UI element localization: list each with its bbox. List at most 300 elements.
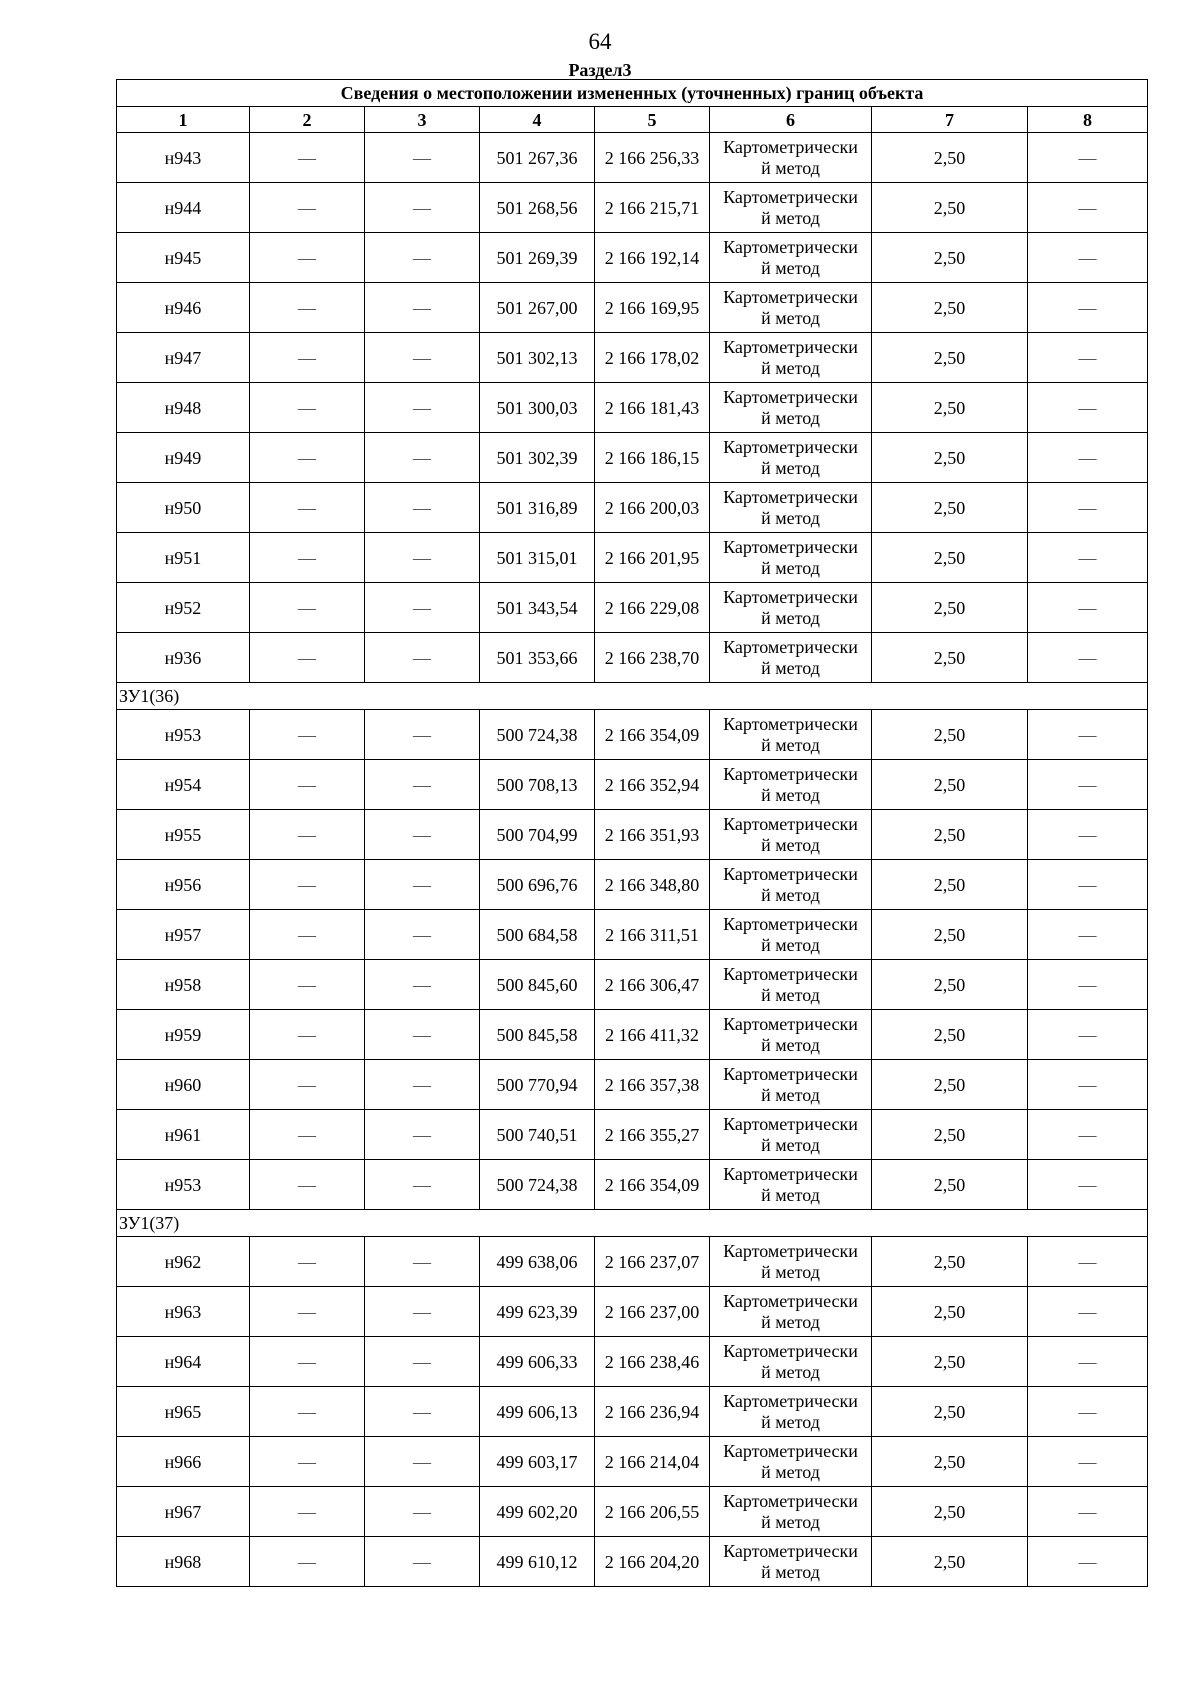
- coord-y: 2 166 169,95: [595, 283, 710, 333]
- dash-cell: —: [250, 1110, 365, 1160]
- dash-cell: —: [365, 710, 480, 760]
- method-cell: [710, 633, 872, 683]
- method-cell: [710, 760, 872, 810]
- accuracy: 2,50: [872, 1387, 1028, 1437]
- accuracy: 2,50: [872, 1010, 1028, 1060]
- method-line-2: й метод: [761, 784, 820, 805]
- accuracy: 2,50: [872, 1487, 1028, 1537]
- coord-y: 2 166 354,09: [595, 710, 710, 760]
- method-line-2: й метод: [761, 1184, 820, 1205]
- dash-cell: —: [365, 333, 480, 383]
- method-line-2: й метод: [761, 884, 820, 905]
- table-row: [117, 483, 1148, 533]
- method-cell: [710, 1487, 872, 1537]
- accuracy: 2,50: [872, 1337, 1028, 1387]
- dash-cell: —: [250, 1387, 365, 1437]
- method-line-2: й метод: [761, 207, 820, 228]
- method-line-2: й метод: [761, 1561, 820, 1582]
- accuracy: 2,50: [872, 1110, 1028, 1160]
- method-line-2: й метод: [761, 307, 820, 328]
- dash-cell: —: [365, 283, 480, 333]
- method-cell: [710, 710, 872, 760]
- method-line-1: Картометрически: [723, 813, 858, 834]
- method-line-1: Картометрически: [723, 763, 858, 784]
- coord-y: 2 166 352,94: [595, 760, 710, 810]
- table-row: [117, 233, 1148, 283]
- dash-cell: —: [365, 1287, 480, 1337]
- dash-cell: —: [365, 1110, 480, 1160]
- method-cell: [710, 810, 872, 860]
- dash-cell: —: [365, 1237, 480, 1287]
- table-row: [117, 1537, 1148, 1587]
- accuracy: 2,50: [872, 860, 1028, 910]
- method-line-1: Картометрически: [723, 1013, 858, 1034]
- coord-y: 2 166 206,55: [595, 1487, 710, 1537]
- point-id: н959: [117, 1010, 250, 1060]
- dash-cell: —: [250, 860, 365, 910]
- dash-cell: —: [365, 433, 480, 483]
- dash-cell: —: [1028, 1287, 1148, 1337]
- dash-cell: —: [365, 1010, 480, 1060]
- page-number: 64: [588, 29, 612, 54]
- dash-cell: —: [250, 1487, 365, 1537]
- dash-cell: —: [365, 1337, 480, 1387]
- accuracy: 2,50: [872, 633, 1028, 683]
- dash-cell: —: [1028, 533, 1148, 583]
- column-header: 6: [710, 107, 872, 133]
- method-line-1: Картометрически: [723, 486, 858, 507]
- table-row: [117, 283, 1148, 333]
- method-line-1: Картометрически: [723, 436, 858, 457]
- dash-cell: —: [365, 633, 480, 683]
- dash-cell: —: [1028, 433, 1148, 483]
- accuracy: 2,50: [872, 1437, 1028, 1487]
- table-row: [117, 760, 1148, 810]
- point-id: н958: [117, 960, 250, 1010]
- accuracy: 2,50: [872, 483, 1028, 533]
- coord-y: 2 166 181,43: [595, 383, 710, 433]
- table-row: [117, 183, 1148, 233]
- coord-x: 501 300,03: [480, 383, 595, 433]
- table-row: [117, 1287, 1148, 1337]
- dash-cell: —: [1028, 1160, 1148, 1210]
- method-line-2: й метод: [761, 257, 820, 278]
- group-row: [117, 683, 1148, 710]
- coord-y: 2 166 351,93: [595, 810, 710, 860]
- method-line-2: й метод: [761, 407, 820, 428]
- accuracy: 2,50: [872, 1060, 1028, 1110]
- coord-y: 2 166 256,33: [595, 133, 710, 183]
- point-id: н956: [117, 860, 250, 910]
- group-label: ЗУ1(37): [117, 1210, 1148, 1237]
- dash-cell: —: [365, 1387, 480, 1437]
- method-line-2: й метод: [761, 1411, 820, 1432]
- method-line-1: Картометрически: [723, 913, 858, 934]
- dash-cell: —: [365, 233, 480, 283]
- method-line-1: Картометрически: [723, 1113, 858, 1134]
- coord-x: 501 315,01: [480, 533, 595, 583]
- table-row: [117, 810, 1148, 860]
- dash-cell: —: [1028, 960, 1148, 1010]
- method-cell: [710, 910, 872, 960]
- point-id: н967: [117, 1487, 250, 1537]
- coord-y: 2 166 215,71: [595, 183, 710, 233]
- coord-x: 500 740,51: [480, 1110, 595, 1160]
- point-id: н961: [117, 1110, 250, 1160]
- method-cell: [710, 333, 872, 383]
- method-cell: [710, 960, 872, 1010]
- coord-x: 501 316,89: [480, 483, 595, 533]
- method-cell: [710, 1060, 872, 1110]
- dash-cell: —: [250, 760, 365, 810]
- point-id: н944: [117, 183, 250, 233]
- dash-cell: —: [250, 1337, 365, 1387]
- method-cell: [710, 1237, 872, 1287]
- dash-cell: —: [250, 233, 365, 283]
- method-cell: [710, 1387, 872, 1437]
- accuracy: 2,50: [872, 1537, 1028, 1587]
- method-cell: [710, 1110, 872, 1160]
- method-line-2: й метод: [761, 1461, 820, 1482]
- method-line-2: й метод: [761, 557, 820, 578]
- coord-y: 2 166 204,20: [595, 1537, 710, 1587]
- dash-cell: —: [250, 533, 365, 583]
- coord-y: 2 166 238,46: [595, 1337, 710, 1387]
- method-line-1: Картометрически: [723, 1340, 858, 1361]
- method-cell: [710, 133, 872, 183]
- method-line-1: Картометрически: [723, 286, 858, 307]
- method-line-1: Картометрически: [723, 1440, 858, 1461]
- point-id: н965: [117, 1387, 250, 1437]
- method-cell: [710, 1537, 872, 1587]
- dash-cell: —: [1028, 910, 1148, 960]
- method-line-2: й метод: [761, 507, 820, 528]
- dash-cell: —: [365, 1437, 480, 1487]
- method-cell: [710, 483, 872, 533]
- method-line-1: Картометрически: [723, 1163, 858, 1184]
- coord-x: 501 353,66: [480, 633, 595, 683]
- table-row: [117, 1387, 1148, 1437]
- dash-cell: —: [365, 960, 480, 1010]
- coord-x: 500 704,99: [480, 810, 595, 860]
- table-row: [117, 960, 1148, 1010]
- method-line-2: й метод: [761, 1134, 820, 1155]
- column-header: 2: [250, 107, 365, 133]
- dash-cell: —: [250, 1060, 365, 1110]
- dash-cell: —: [1028, 1487, 1148, 1537]
- column-header: 3: [365, 107, 480, 133]
- method-line-1: Картометрически: [723, 1240, 858, 1261]
- coord-y: 2 166 186,15: [595, 433, 710, 483]
- accuracy: 2,50: [872, 910, 1028, 960]
- dash-cell: —: [365, 910, 480, 960]
- point-id: н943: [117, 133, 250, 183]
- table-row: [117, 1337, 1148, 1387]
- dash-cell: —: [365, 483, 480, 533]
- method-line-1: Картометрически: [723, 963, 858, 984]
- dash-cell: —: [250, 483, 365, 533]
- accuracy: 2,50: [872, 710, 1028, 760]
- dash-cell: —: [1028, 583, 1148, 633]
- coord-x: 501 302,13: [480, 333, 595, 383]
- table-row: [117, 1010, 1148, 1060]
- column-header: 1: [117, 107, 250, 133]
- table-row: [117, 710, 1148, 760]
- method-line-1: Картометрически: [723, 1490, 858, 1511]
- dash-cell: —: [250, 910, 365, 960]
- coord-y: 2 166 348,80: [595, 860, 710, 910]
- method-line-2: й метод: [761, 157, 820, 178]
- coord-x: 500 684,58: [480, 910, 595, 960]
- method-cell: [710, 1160, 872, 1210]
- dash-cell: —: [1028, 1537, 1148, 1587]
- accuracy: 2,50: [872, 433, 1028, 483]
- coord-x: 501 267,00: [480, 283, 595, 333]
- dash-cell: —: [1028, 383, 1148, 433]
- coord-x: 500 708,13: [480, 760, 595, 810]
- coord-y: 2 166 411,32: [595, 1010, 710, 1060]
- method-line-2: й метод: [761, 1361, 820, 1382]
- accuracy: 2,50: [872, 1287, 1028, 1337]
- point-id: н945: [117, 233, 250, 283]
- coord-x: 501 268,56: [480, 183, 595, 233]
- method-cell: [710, 1337, 872, 1387]
- method-line-2: й метод: [761, 1311, 820, 1332]
- point-id: н960: [117, 1060, 250, 1110]
- point-id: н948: [117, 383, 250, 433]
- table-row: [117, 383, 1148, 433]
- coord-y: 2 166 355,27: [595, 1110, 710, 1160]
- point-id: н949: [117, 433, 250, 483]
- method-cell: [710, 1287, 872, 1337]
- table-title-row: [117, 80, 1148, 107]
- method-line-2: й метод: [761, 1261, 820, 1282]
- dash-cell: —: [1028, 760, 1148, 810]
- accuracy: 2,50: [872, 333, 1028, 383]
- method-line-2: й метод: [761, 1084, 820, 1105]
- coordinates-table: [116, 79, 1148, 1587]
- dash-cell: —: [250, 810, 365, 860]
- dash-cell: —: [250, 1287, 365, 1337]
- method-line-2: й метод: [761, 1511, 820, 1532]
- dash-cell: —: [250, 960, 365, 1010]
- table-title: Сведения о местоположении измененных (уточненных) границ объекта: [117, 80, 1148, 107]
- accuracy: 2,50: [872, 183, 1028, 233]
- coord-y: 2 166 229,08: [595, 583, 710, 633]
- dash-cell: —: [250, 633, 365, 683]
- dash-cell: —: [365, 1160, 480, 1210]
- method-line-2: й метод: [761, 1034, 820, 1055]
- accuracy: 2,50: [872, 810, 1028, 860]
- group-label: ЗУ1(36): [117, 683, 1148, 710]
- method-cell: [710, 1437, 872, 1487]
- method-line-1: Картометрически: [723, 1290, 858, 1311]
- point-id: н964: [117, 1337, 250, 1387]
- method-line-2: й метод: [761, 834, 820, 855]
- point-id: н950: [117, 483, 250, 533]
- coord-y: 2 166 236,94: [595, 1387, 710, 1437]
- dash-cell: —: [1028, 633, 1148, 683]
- accuracy: 2,50: [872, 533, 1028, 583]
- dash-cell: —: [365, 183, 480, 233]
- coord-x: 501 267,36: [480, 133, 595, 183]
- dash-cell: —: [365, 583, 480, 633]
- dash-cell: —: [1028, 810, 1148, 860]
- accuracy: 2,50: [872, 383, 1028, 433]
- method-cell: [710, 533, 872, 583]
- method-line-1: Картометрически: [723, 136, 858, 157]
- dash-cell: —: [1028, 133, 1148, 183]
- dash-cell: —: [1028, 1437, 1148, 1487]
- coord-x: 501 269,39: [480, 233, 595, 283]
- dash-cell: —: [1028, 710, 1148, 760]
- method-line-2: й метод: [761, 657, 820, 678]
- point-id: н946: [117, 283, 250, 333]
- section-label: Раздел3: [568, 60, 632, 80]
- method-line-1: Картометрически: [723, 1063, 858, 1084]
- method-cell: [710, 433, 872, 483]
- method-line-1: Картометрически: [723, 713, 858, 734]
- dash-cell: —: [1028, 860, 1148, 910]
- dash-cell: —: [365, 1487, 480, 1537]
- dash-cell: —: [250, 1237, 365, 1287]
- coord-x: 500 845,60: [480, 960, 595, 1010]
- method-cell: [710, 860, 872, 910]
- coord-x: 499 606,13: [480, 1387, 595, 1437]
- coord-x: 501 343,54: [480, 583, 595, 633]
- dash-cell: —: [1028, 183, 1148, 233]
- accuracy: 2,50: [872, 233, 1028, 283]
- coord-x: 500 770,94: [480, 1060, 595, 1110]
- table-row: [117, 583, 1148, 633]
- coord-x: 500 724,38: [480, 1160, 595, 1210]
- method-cell: [710, 283, 872, 333]
- dash-cell: —: [1028, 1010, 1148, 1060]
- table-row: [117, 1060, 1148, 1110]
- coord-y: 2 166 237,07: [595, 1237, 710, 1287]
- dash-cell: —: [365, 1060, 480, 1110]
- table-row: [117, 433, 1148, 483]
- coord-y: 2 166 201,95: [595, 533, 710, 583]
- column-header: 7: [872, 107, 1028, 133]
- table-row: [117, 1437, 1148, 1487]
- dash-cell: —: [365, 760, 480, 810]
- dash-cell: —: [365, 860, 480, 910]
- table-row: [117, 533, 1148, 583]
- dash-cell: —: [365, 810, 480, 860]
- method-line-1: Картометрически: [723, 336, 858, 357]
- dash-cell: —: [250, 1160, 365, 1210]
- method-cell: [710, 183, 872, 233]
- coord-x: 499 610,12: [480, 1537, 595, 1587]
- method-line-2: й метод: [761, 934, 820, 955]
- point-id: н968: [117, 1537, 250, 1587]
- dash-cell: —: [250, 433, 365, 483]
- dash-cell: —: [1028, 283, 1148, 333]
- dash-cell: —: [250, 710, 365, 760]
- method-line-1: Картометрически: [723, 386, 858, 407]
- method-line-1: Картометрически: [723, 186, 858, 207]
- accuracy: 2,50: [872, 133, 1028, 183]
- accuracy: 2,50: [872, 960, 1028, 1010]
- method-line-2: й метод: [761, 734, 820, 755]
- coord-x: 499 638,06: [480, 1237, 595, 1287]
- method-line-1: Картометрически: [723, 863, 858, 884]
- table-row: [117, 860, 1148, 910]
- coord-y: 2 166 200,03: [595, 483, 710, 533]
- coord-x: 499 623,39: [480, 1287, 595, 1337]
- dash-cell: —: [1028, 233, 1148, 283]
- method-cell: [710, 583, 872, 633]
- dash-cell: —: [1028, 1237, 1148, 1287]
- method-line-1: Картометрически: [723, 586, 858, 607]
- coord-y: 2 166 306,47: [595, 960, 710, 1010]
- method-line-1: Картометрически: [723, 236, 858, 257]
- coord-x: 499 602,20: [480, 1487, 595, 1537]
- point-id: н953: [117, 710, 250, 760]
- dash-cell: —: [1028, 1387, 1148, 1437]
- coord-x: 500 696,76: [480, 860, 595, 910]
- table-row: [117, 1110, 1148, 1160]
- method-cell: [710, 1010, 872, 1060]
- method-line-2: й метод: [761, 607, 820, 628]
- method-line-2: й метод: [761, 984, 820, 1005]
- table-row: [117, 633, 1148, 683]
- column-header: 4: [480, 107, 595, 133]
- dash-cell: —: [1028, 483, 1148, 533]
- coord-y: 2 166 178,02: [595, 333, 710, 383]
- point-id: н951: [117, 533, 250, 583]
- dash-cell: —: [1028, 333, 1148, 383]
- accuracy: 2,50: [872, 1237, 1028, 1287]
- table-row: [117, 1487, 1148, 1537]
- coord-y: 2 166 192,14: [595, 233, 710, 283]
- table-row: [117, 133, 1148, 183]
- dash-cell: —: [1028, 1110, 1148, 1160]
- accuracy: 2,50: [872, 583, 1028, 633]
- table-row: [117, 910, 1148, 960]
- table-row: [117, 1160, 1148, 1210]
- method-cell: [710, 383, 872, 433]
- point-id: н957: [117, 910, 250, 960]
- coord-y: 2 166 311,51: [595, 910, 710, 960]
- dash-cell: —: [365, 1537, 480, 1587]
- coord-y: 2 166 238,70: [595, 633, 710, 683]
- point-id: н947: [117, 333, 250, 383]
- point-id: н936: [117, 633, 250, 683]
- column-header: 5: [595, 107, 710, 133]
- method-cell: [710, 233, 872, 283]
- method-line-2: й метод: [761, 457, 820, 478]
- dash-cell: —: [250, 183, 365, 233]
- dash-cell: —: [1028, 1060, 1148, 1110]
- column-header-row: [117, 107, 1148, 133]
- coord-x: 501 302,39: [480, 433, 595, 483]
- coord-y: 2 166 237,00: [595, 1287, 710, 1337]
- dash-cell: —: [250, 583, 365, 633]
- table-row: [117, 333, 1148, 383]
- coord-y: 2 166 357,38: [595, 1060, 710, 1110]
- accuracy: 2,50: [872, 283, 1028, 333]
- coord-x: 500 845,58: [480, 1010, 595, 1060]
- method-line-1: Картометрически: [723, 1390, 858, 1411]
- dash-cell: —: [250, 1437, 365, 1487]
- point-id: н955: [117, 810, 250, 860]
- dash-cell: —: [250, 1010, 365, 1060]
- point-id: н962: [117, 1237, 250, 1287]
- dash-cell: —: [250, 133, 365, 183]
- point-id: н953: [117, 1160, 250, 1210]
